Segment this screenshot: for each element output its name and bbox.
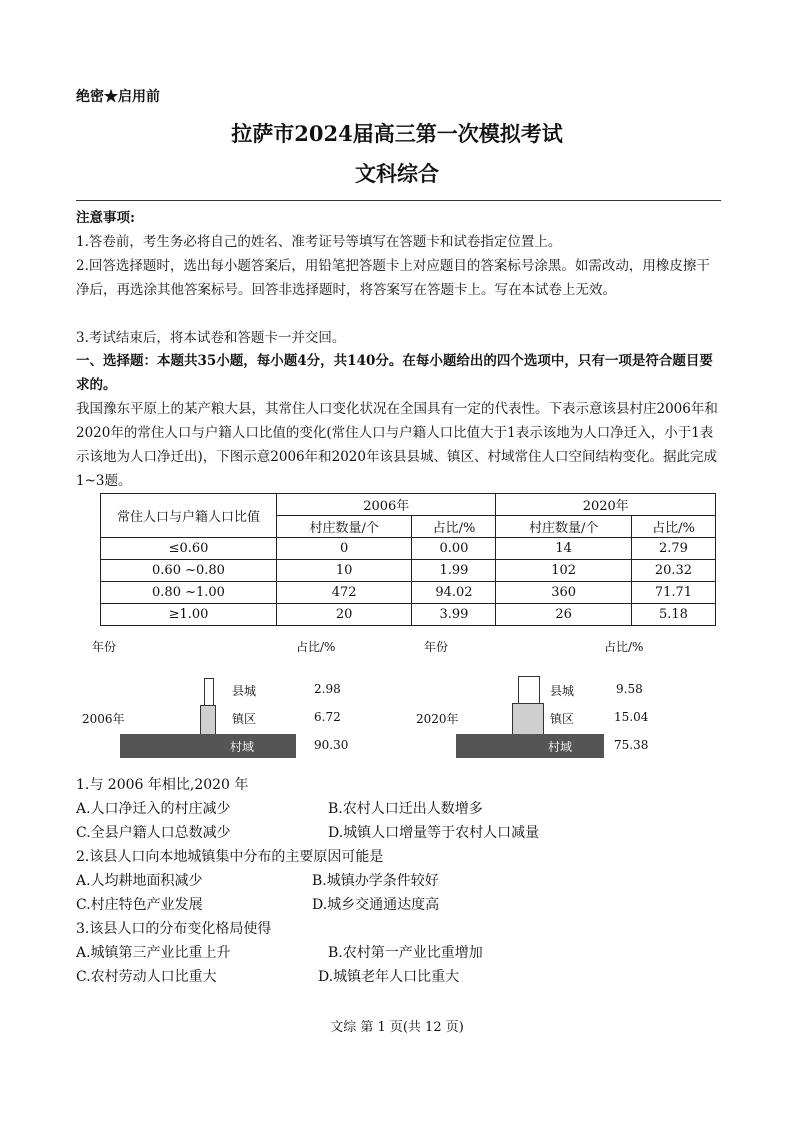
- table-subheader: 占比/%: [631, 516, 715, 538]
- fig-village-pct: 75.38: [614, 738, 649, 752]
- exam-title: 拉萨市2024届高三第一次模拟考试: [231, 121, 563, 146]
- fig-town-pct: 6.72: [314, 710, 341, 724]
- fig-county-label: 县城: [232, 684, 257, 698]
- table-cell: 0: [277, 538, 412, 560]
- table-subheader: 村庄数量/个: [496, 516, 631, 538]
- option: A.城镇第三产业比重上升: [76, 945, 231, 961]
- option: C.农村劳动人口比重大: [76, 969, 217, 985]
- page-footer: 文综 第 1 页(共 12 页): [330, 1020, 464, 1035]
- table-cell: 10: [277, 560, 412, 582]
- table-subheader: 村庄数量/个: [277, 516, 412, 538]
- table-cell: 94.02: [412, 582, 496, 604]
- fig-year: 2020年: [416, 712, 459, 726]
- county-bar: [518, 676, 540, 705]
- ratio-table: [100, 493, 716, 626]
- village-bar: [120, 734, 296, 758]
- question-stem: 3.该县人口的分布变化格局使得: [76, 921, 272, 937]
- note-item: 3.考试结束后，将本试卷和答题卡一并交回。: [76, 330, 346, 346]
- option: A.人口净迁入的村庄减少: [76, 801, 231, 817]
- option: A.人均耕地面积减少: [76, 873, 203, 889]
- fig-village-label: 村域: [548, 740, 573, 754]
- table-cell: 20.32: [631, 560, 715, 582]
- fig-village-pct: 90.30: [314, 738, 349, 752]
- option: C.村庄特色产业发展: [76, 897, 203, 913]
- table-cell: ≤0.60: [101, 538, 277, 560]
- table-cell: 26: [496, 604, 631, 626]
- table-cell: 360: [496, 582, 631, 604]
- fig-village-label: 村域: [230, 740, 255, 754]
- fig-town-pct: 15.04: [614, 710, 649, 724]
- table-cell: ≥1.00: [101, 604, 277, 626]
- fig-county-pct: 2.98: [314, 682, 341, 696]
- fig-year-label: 年份: [92, 640, 117, 654]
- table-cell: 2.79: [631, 538, 715, 560]
- table-cell: 71.71: [631, 582, 715, 604]
- title-divider: [76, 200, 721, 201]
- fig-pct-label: 占比/%: [296, 640, 336, 654]
- fig-town-label: 镇区: [232, 712, 257, 726]
- town-bar: [200, 705, 216, 735]
- table-cell: 0.60 ~0.80: [101, 560, 277, 582]
- fig-year: 2006年: [82, 712, 125, 726]
- option: C.全县户籍人口总数减少: [76, 825, 231, 841]
- table-row: [101, 582, 716, 604]
- subject-title: 文科综合: [355, 161, 439, 186]
- table-cell: 472: [277, 582, 412, 604]
- option: D.城乡交通通达度高: [312, 897, 440, 913]
- question-stem: 1.与 2006 年相比,2020 年: [76, 777, 249, 793]
- table-year-header: 2006年: [277, 494, 496, 516]
- table-row: [101, 560, 716, 582]
- notes-heading: 注意事项:: [76, 210, 135, 226]
- option: B.农村人口迁出人数增多: [328, 801, 483, 817]
- question-stem: 2.该县人口向本地城镇集中分布的主要原因可能是: [76, 849, 384, 865]
- table-year-header: 2020年: [496, 494, 716, 516]
- table-col-header: 常住人口与户籍人口比值: [101, 494, 277, 538]
- fig-county-label: 县城: [550, 684, 575, 698]
- fig-town-label: 镇区: [550, 712, 575, 726]
- fig-pct-label: 占比/%: [604, 640, 644, 654]
- note-item: 2.回答选择题时，选出每小题答案后，用铅笔把答题卡上对应题目的答案标号涂黑。如需改动，用橡皮擦干净后，再选涂其他答案标号。回答非选择题时，将答案写在答题卡上。写在本试卷上无效。: [76, 258, 710, 298]
- table-subheader: 占比/%: [412, 516, 496, 538]
- table-cell: 5.18: [631, 604, 715, 626]
- section-heading: 一、选择题：本题共35小题，每小题4分，共140分。在每小题给出的四个选项中，只有一项是符合题目要求的。: [76, 353, 713, 393]
- option: D.城镇人口增量等于农村人口减量: [328, 825, 540, 841]
- table-cell: 14: [496, 538, 631, 560]
- fig-year-label: 年份: [424, 640, 449, 654]
- table-cell: 0.80 ~1.00: [101, 582, 277, 604]
- table-cell: 1.99: [412, 560, 496, 582]
- table-cell: 20: [277, 604, 412, 626]
- table-cell: 0.00: [412, 538, 496, 560]
- confidential-mark: 绝密★启用前: [76, 89, 160, 105]
- table-cell: 3.99: [412, 604, 496, 626]
- town-bar: [512, 703, 544, 735]
- option: D.城镇老年人口比重大: [318, 969, 460, 985]
- question-intro: 我国豫东平原上的某产粮大县，其常住人口变化状况在全国具有一定的代表性。下表示意该县村庄2006年和2020年的常住人口与户籍人口比值的变化(常住人口与户籍人口比值大于1表示该地为人口净迁入，小于1表示该地为人口净迁出)，下图示意2006年和2020年该县县城、镇区、村域常住人口空间结构变化。据此完成1~3题。: [76, 401, 718, 489]
- note-item: 1.答卷前，考生务必将自己的姓名、准考证号等填写在答题卡和试卷指定位置上。: [76, 234, 562, 250]
- village-bar: [456, 734, 604, 758]
- table-cell: 102: [496, 560, 631, 582]
- table-row: [101, 538, 716, 560]
- county-bar: [204, 678, 214, 707]
- option: B.城镇办学条件较好: [312, 873, 439, 889]
- table-row: [101, 604, 716, 626]
- option: B.农村第一产业比重增加: [328, 945, 483, 961]
- fig-county-pct: 9.58: [616, 682, 643, 696]
